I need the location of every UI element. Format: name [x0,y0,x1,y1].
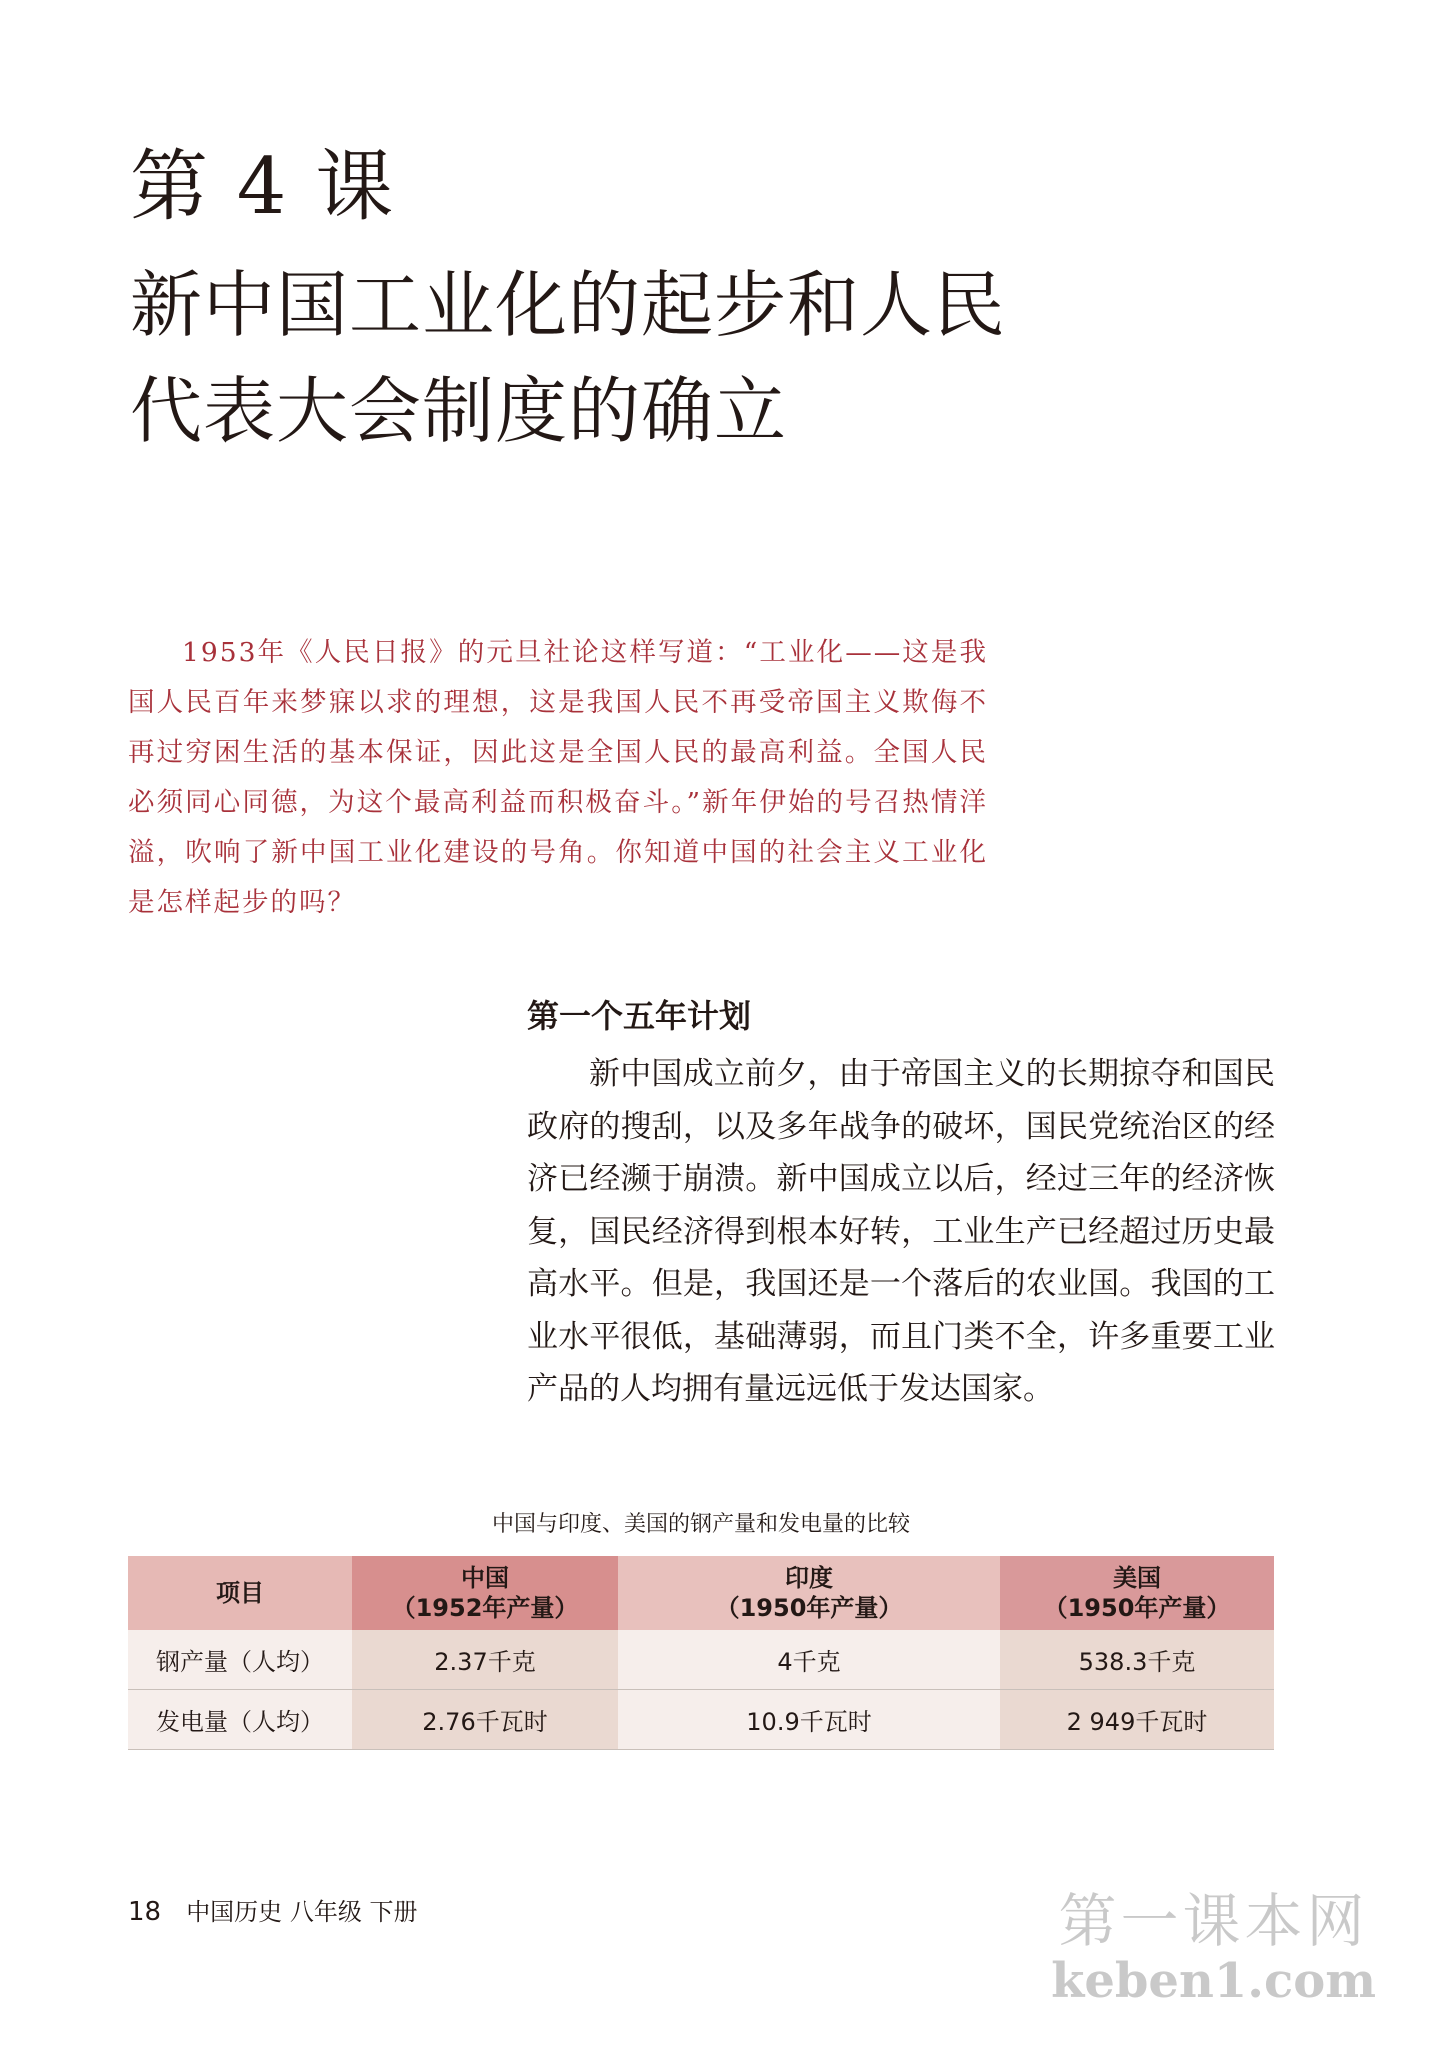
page-footer [128,1892,417,1927]
watermark-site-name: 第一课本网 [1058,1887,1369,1955]
cell-steel-india: 4千克 [618,1630,1000,1690]
lesson-title-line-1: 新中国工业化的起步和人民 [130,263,1007,347]
header-usa [1000,1556,1274,1630]
watermark [1051,1888,1376,2008]
book-title: 中国历史 八年级 下册 [186,1898,418,1926]
header-china-name: 中国 [461,1564,509,1592]
table-row [128,1690,1274,1750]
header-india-name: 印度 [785,1564,833,1592]
section-heading: 第一个五年计划 [527,997,752,1035]
header-china [352,1556,618,1630]
header-india-year: （1950年产量） [715,1594,903,1622]
header-usa-year: （1950年产量） [1043,1594,1231,1622]
cell-steel-china: 2.37千克 [352,1630,618,1690]
header-item-label: 项目 [216,1579,264,1607]
header-usa-name: 美国 [1113,1564,1161,1592]
cell-electricity-usa: 2 949千瓦时 [1000,1690,1274,1750]
section-body-paragraph: 新中国成立前夕，由于帝国主义的长期掠夺和国民政府的搜刮，以及多年战争的破坏，国民党统治区的经济已经濒于崩溃。新中国成立以后，经过三年的经济恢复，国民经济得到根本好转，工业生产已经超过历史最高水平。但是，我国还是一个落后的农业国。我国的工业水平很低，基础薄弱，而且门类不全，许多重要工业产品的人均拥有量远远低于发达国家。 [527,1056,1275,1406]
comparison-table [128,1556,1274,1750]
table-header-row [128,1556,1274,1630]
lesson-title [130,252,1030,464]
row-label-electricity: 发电量（人均） [128,1690,352,1750]
cell-electricity-india: 10.9千瓦时 [618,1690,1000,1750]
watermark-url: keben1.com [1051,1953,1376,2009]
intro-paragraph: 1953年《人民日报》的元旦社论这样写道：“工业化——这是我国人民百年来梦寐以求的理想，这是我国人民不再受帝国主义欺侮不再过穷困生活的基本保证，因此这是全国人民的最高利益。全国人民必须同心同德，为这个最高利益而积极奋斗。”新年伊始的号召热情洋溢，吹响了新中国工业化建设的号角。你知道中国的社会主义工业化是怎样起步的吗？ [128,637,988,918]
lesson-title-line-2: 代表大会制度的确立 [130,369,788,453]
table-caption: 中国与印度、美国的钢产量和发电量的比较 [491,1512,910,1537]
header-india [618,1556,1000,1630]
header-china-year: （1952年产量） [391,1594,579,1622]
row-label-steel: 钢产量（人均） [128,1630,352,1690]
table-row [128,1630,1274,1690]
lesson-number: 第 4 课 [130,142,396,232]
cell-electricity-china: 2.76千瓦时 [352,1690,618,1750]
header-item [128,1556,352,1630]
page-number: 18 [128,1897,162,1927]
cell-steel-usa: 538.3千克 [1000,1630,1274,1690]
